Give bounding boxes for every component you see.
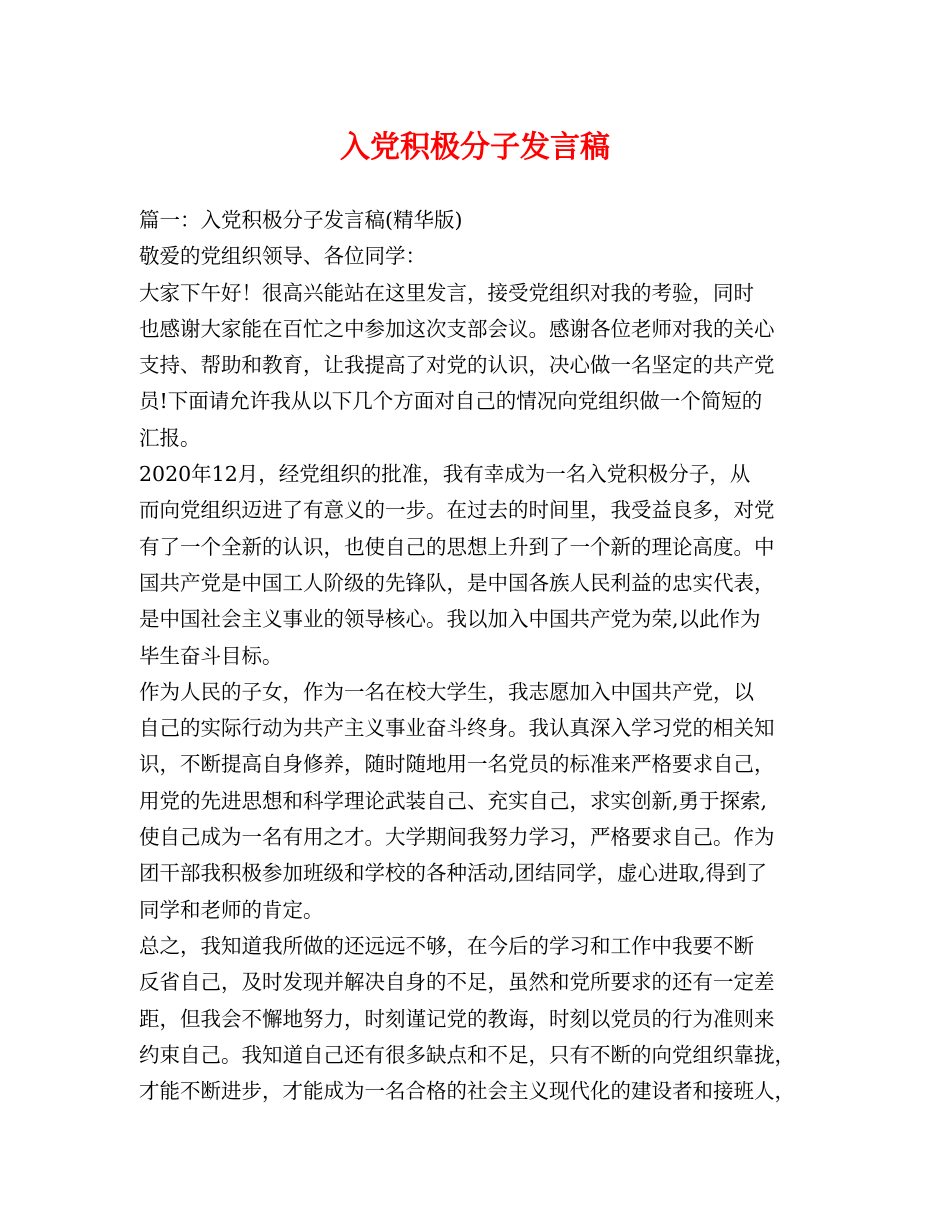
text-line: 员!下面请允许我从以下几个方面对自己的情况向党组织做一个简短的	[139, 389, 763, 414]
text-line: 篇一：入党积极分子发言稿(精华版)	[139, 208, 463, 232]
document-body	[139, 202, 814, 1109]
text-line: 约束自己。我知道自己还有很多缺点和不足，只有不断的向党组织靠拢，	[139, 1042, 795, 1067]
text-line: 毕生奋斗目标。	[139, 643, 283, 668]
text-line: 而向党组织迈进了有意义的一步。在过去的时间里，我受益良多，对党	[139, 498, 775, 523]
text-line: 总之，我知道我所做的还远远不够，在今后的学习和工作中我要不断	[139, 933, 754, 958]
text-line: 才能不断进步，才能成为一名合格的社会主义现代化的建设者和接班人，	[139, 1079, 795, 1104]
paragraph-2	[139, 456, 814, 674]
text-line: 汇报。	[139, 425, 201, 450]
text-line: 作为人民的子女，作为一名在校大学生，我志愿加入中国共产党，以	[139, 679, 754, 704]
text-line: 支持、帮助和教育，让我提高了对党的认识，决心做一名坚定的共产党	[139, 353, 775, 378]
text-line: 团干部我积极参加班级和学校的各种活动,团结同学，虚心进取,得到了	[139, 861, 768, 886]
text-line: 也感谢大家能在百忙之中参加这次支部会议。感谢各位老师对我的关心	[139, 316, 775, 341]
salutation	[139, 238, 814, 274]
text-line: 2020年12月，经党组织的批准，我有幸成为一名入党积极分子，从	[139, 462, 751, 487]
text-line: 国共产党是中国工人阶级的先锋队，是中国各族人民利益的忠实代表，	[139, 570, 775, 595]
text-line: 反省自己，及时发现并解决自身的不足，虽然和党所要求的还有一定差	[139, 970, 775, 995]
section-heading	[139, 202, 814, 238]
text-line: 大家下午好！很高兴能站在这里发言，接受党组织对我的考验，同时	[139, 280, 754, 305]
text-line: 自己的实际行动为共产主义事业奋斗终身。我认真深入学习党的相关知	[139, 716, 775, 741]
paragraph-1	[139, 275, 814, 456]
text-line: 识，不断提高自身修养，随时随地用一名党员的标准来严格要求自己，	[139, 752, 775, 777]
text-line: 同学和老师的肯定。	[139, 897, 324, 922]
text-line: 有了一个全新的认识，也使自己的思想上升到了一个新的理论高度。中	[139, 534, 775, 559]
document-title: 入党积极分子发言稿	[340, 130, 610, 165]
text-line: 距，但我会不懈地努力，时刻谨记党的教诲，时刻以党员的行为准则来	[139, 1006, 775, 1031]
text-line: 是中国社会主义事业的领导核心。我以加入中国共产党为荣,以此作为	[139, 607, 761, 632]
text-line: 使自己成为一名有用之才。大学期间我努力学习，严格要求自己。作为	[139, 825, 775, 850]
paragraph-3	[139, 674, 814, 928]
text-line: 敬爱的党组织领导、各位同学：	[139, 244, 426, 269]
text-line: 用党的先进思想和科学理论武装自己、充实自己，求实创新,勇于探索,	[139, 788, 768, 813]
paragraph-4	[139, 928, 814, 1109]
